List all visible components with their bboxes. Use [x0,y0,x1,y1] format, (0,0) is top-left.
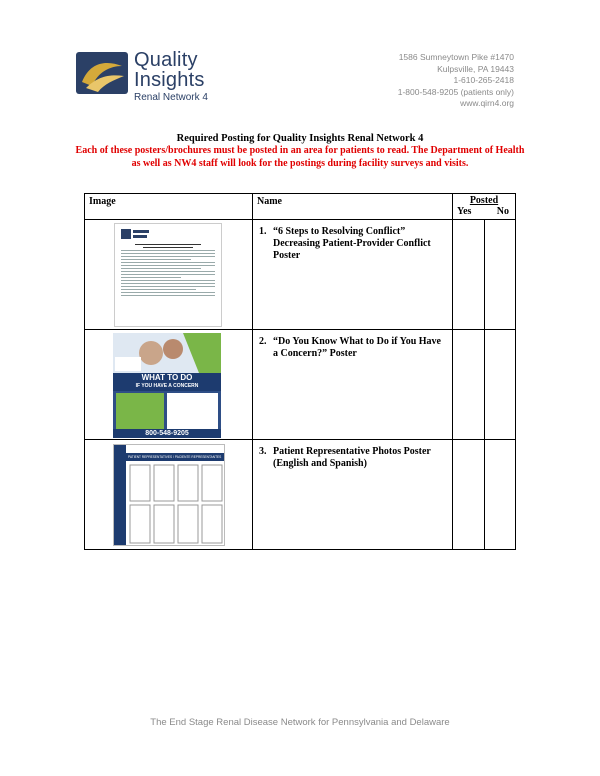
name-cell [253,330,453,440]
logo-mark-icon [76,52,128,94]
representatives-poster-thumbnail [113,444,225,546]
posted-no-cell[interactable] [485,220,516,330]
posted-no-cell[interactable] [485,330,516,440]
poster-headline: WHAT TO DO [141,373,193,382]
item-name: Patient Representative Photos Poster (English and Spanish) [273,446,431,469]
page-title: Required Posting for Quality Insights Renal Network 4 [176,133,424,144]
item-name: “Do You Know What to Do if You Have a Concern?” Poster [273,336,441,359]
image-cell [85,440,253,550]
page-footer: The End Stage Renal Disease Network for Pennsylvania and Delaware [150,717,450,728]
header-posted [453,194,516,220]
postings-table [84,193,516,550]
posted-no-cell[interactable] [485,440,516,550]
header-yes: Yes [457,206,472,217]
item-number: 3. [259,446,267,457]
table-header-row [85,194,516,220]
item-name: “6 Steps to Resolving Conflict” Decreasing Patient-Provider Conflict Poster [273,226,431,261]
image-cell [85,330,253,440]
name-cell [253,220,453,330]
posting-notice: Each of these posters/brochures must be posted in an area for patients to read. The Department of Health as well as NW4 staff will look for the postings during facility surveys and visits. [75,145,525,169]
conflict-poster-thumbnail [114,223,222,327]
concern-poster-thumbnail [113,333,221,438]
header-no: No [496,206,509,217]
table-row [85,440,516,550]
phone-line: 1-800-548-9205 (patients only) [397,86,514,97]
posted-label: Posted [469,195,499,206]
logo-mark-icon [121,227,151,241]
logo-text-line1: Quality [134,49,198,71]
item-number: 2. [259,336,267,347]
address-line: 1586 Sumneytown Pike #1470 [398,52,514,62]
poster-banner: PATIENT REPRESENTATIVES / PACIENTE REPRESENTANTES [128,455,222,459]
logo-subtitle: Renal Network 4 [134,92,208,103]
logo-text-line2: Insights [134,69,205,91]
poster-text-lines [115,244,221,296]
website-link[interactable]: www.qirn4.org [460,98,514,108]
quality-insights-logo [76,48,236,110]
image-cell [85,220,253,330]
address-block [398,52,514,110]
table-row [85,220,516,330]
poster-subline: IF YOU HAVE A CONCERN [135,383,199,389]
header-name: Name [253,194,453,220]
header-image: Image [85,194,253,220]
address-line: Kulpsville, PA 19443 [437,63,514,74]
poster-phone: 800-548-9205 [145,430,189,437]
posted-yes-cell[interactable] [453,330,485,440]
posted-yes-cell[interactable] [453,440,485,550]
item-number: 1. [259,226,267,237]
table-row [85,330,516,440]
posted-yes-cell[interactable] [453,220,485,330]
name-cell [253,440,453,550]
phone-line: 1-610-265-2418 [453,75,514,85]
